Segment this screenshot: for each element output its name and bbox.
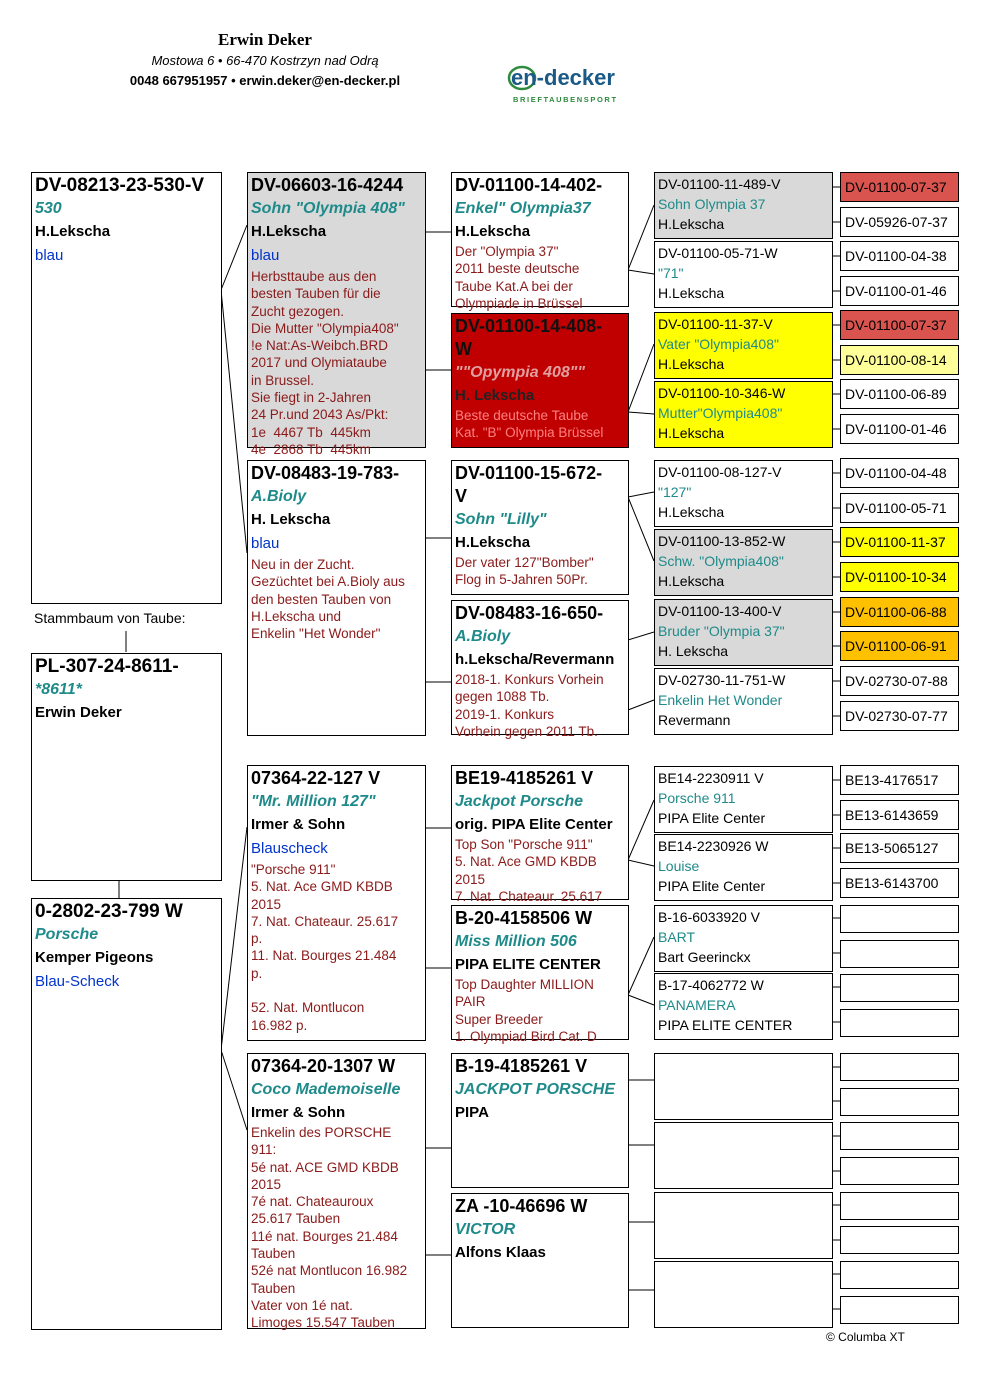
ancestor-card-gen4[interactable] [654, 599, 833, 666]
great-grandparent-card[interactable] [451, 600, 629, 739]
great-grandparent-card[interactable] [451, 905, 629, 1044]
ancestor-card-gen5[interactable] [840, 1009, 959, 1037]
ancestor-card-gen5[interactable] [840, 1192, 959, 1220]
breeder: H. Lekscha [251, 511, 331, 528]
ancestor-card-gen5[interactable]: DV-02730-07-77 [840, 701, 959, 731]
ring-number: DV-01100-11-489-V [658, 176, 781, 192]
ancestor-card-gen4[interactable] [654, 241, 833, 308]
ring-number: 0-2802-23-799 W [35, 901, 183, 922]
pigeon-name: Sohn Olympia 37 [658, 196, 766, 212]
ring-number: BE14-2230926 W [658, 838, 769, 854]
ancestor-card-gen4[interactable] [654, 905, 833, 972]
ancestor-card-gen4[interactable] [654, 766, 833, 833]
ancestor-card-gen5[interactable]: DV-01100-06-89 [840, 379, 959, 409]
stammbaum-label: Stammbaum von Taube: [34, 610, 186, 626]
ancestor-card-gen4[interactable] [654, 1122, 833, 1189]
ancestor-card-gen5[interactable] [840, 1296, 959, 1324]
ancestor-card-gen5[interactable]: DV-05926-07-37 [840, 207, 959, 237]
pigeon-name: BART [658, 929, 696, 945]
pigeon-name: PANAMERA [658, 997, 736, 1013]
ancestor-card-gen5[interactable]: DV-01100-06-91 [840, 631, 959, 661]
ancestor-card-gen4[interactable] [654, 460, 833, 527]
ancestor-card-gen5[interactable]: DV-01100-04-48 [840, 458, 959, 488]
breeder: Erwin Deker [35, 704, 122, 721]
pedigree-notes: Der vater 127"Bomber" Flog in 5-Jahren 50Pr. [455, 555, 594, 588]
ring-number: DV-01100-11-37-V [658, 316, 773, 332]
ring-number: DV-01100-05-71-W [658, 245, 778, 261]
breeder: H. Lekscha [455, 387, 535, 404]
breeder: H. Lekscha [658, 643, 729, 659]
ring-number: DV-08483-19-783- [251, 463, 400, 483]
grandparent-card[interactable] [247, 1053, 426, 1329]
ring-number: DV-08213-23-530-V [35, 175, 204, 196]
breeder: Irmer & Sohn [251, 1104, 346, 1121]
plumage-color: blau [35, 247, 64, 264]
pigeon-name: Porsche 911 [658, 790, 736, 806]
ring-number: 07364-20-1307 W [251, 1056, 396, 1076]
breeder: PIPA [455, 1104, 489, 1121]
pigeon-name: Porsche [35, 926, 99, 943]
ring-number: DV-01100-08-127-V [658, 464, 782, 480]
breeder: H.Lekscha [658, 573, 725, 589]
ancestor-card-gen5[interactable] [840, 1261, 959, 1289]
sire-card[interactable] [31, 172, 222, 604]
pigeon-name: "71" [658, 265, 684, 281]
pigeon-name: "Mr. Million 127" [251, 793, 376, 810]
pigeon-name: Schw. "Olympia408" [658, 553, 784, 569]
ancestor-card-gen5[interactable] [840, 1088, 959, 1116]
ring-number: DV-02730-11-751-W [658, 672, 786, 688]
breeder: Alfons Klaas [455, 1244, 546, 1261]
ancestor-card-gen5[interactable]: DV-02730-07-88 [840, 666, 959, 696]
ring-number: B-19-4185261 V [455, 1056, 588, 1076]
pedigree-notes: Top Daughter MILLION PAIR Super Breeder 1. Olympiad Bird Cat. D [455, 977, 597, 1044]
dam-card[interactable] [31, 898, 222, 1330]
ring-number: B-17-4062772 W [658, 977, 764, 993]
pigeon-name: 530 [35, 200, 62, 217]
ring-number: DV-08483-16-650- [455, 603, 604, 623]
great-grandparent-card[interactable] [451, 313, 629, 448]
pedigree-notes: Top Son "Porsche 911" 5. Nat. Ace GMD KBDB 2015 7. Nat. Chateaur. 25.617 [455, 837, 603, 904]
ring-number: B-20-4158506 W [455, 908, 593, 928]
plumage-color: blau [251, 535, 280, 552]
pigeon-name: A.Bioly [455, 628, 511, 645]
ring-number: DV-01100-10-346-W [658, 385, 786, 401]
breeder-contact: 0048 667951957 • erwin.deker@en-decker.pl [129, 73, 401, 88]
pedigree-notes: Neu in der Zucht. Gezüchtet bei A.Bioly aus den besten Tauben von H.Lekscha und Enkelin "Het Wonder" [251, 557, 405, 642]
ancestor-card-gen5[interactable]: BE13-6143659 [840, 800, 959, 830]
ancestor-card-gen5[interactable]: DV-01100-08-14 [840, 345, 959, 375]
breeder: PIPA ELITE CENTER [455, 956, 601, 973]
ring-number: BE19-4185261 V [455, 768, 594, 788]
ring-number: B-16-6033920 V [658, 909, 760, 925]
ring-number: DV-01100-13-852-W [658, 533, 786, 549]
great-grandparent-card[interactable] [451, 1053, 629, 1188]
breeder: H.Lekscha [658, 356, 725, 372]
pigeon-name: Jackpot Porsche [455, 793, 584, 810]
ancestor-card-gen5[interactable] [840, 1053, 959, 1081]
ancestor-card-gen5[interactable] [840, 940, 959, 968]
ring-number: BE14-2230911 V [658, 770, 764, 786]
breeder: h.Lekscha/Revermann [455, 651, 615, 668]
pedigree-notes: Beste deutsche Taube Kat. "B" Olympia Brüssel [455, 408, 604, 441]
ancestor-card-gen5[interactable] [840, 1122, 959, 1150]
ancestor-card-gen4[interactable] [654, 1192, 833, 1259]
ring-number: PL-307-24-8611- [35, 656, 179, 677]
pigeon-name: A.Bioly [251, 488, 307, 505]
plumage-color: Blauscheck [251, 840, 328, 857]
grandparent-card[interactable] [247, 172, 426, 457]
ring-number: DV-01100-15-672- V [455, 463, 603, 506]
ancestor-card-gen5[interactable]: DV-01100-06-88 [840, 597, 959, 627]
breeder: H.Lekscha [658, 425, 725, 441]
breeder: H.Lekscha [251, 223, 327, 240]
grandparent-card[interactable] [247, 765, 426, 1041]
breeder: PIPA Elite Center [658, 810, 766, 826]
grandparent-card[interactable] [247, 460, 426, 736]
breeder: H.Lekscha [658, 504, 725, 520]
pigeon-name: Vater "Olympia408" [658, 336, 779, 352]
ancestor-card-gen5[interactable] [840, 974, 959, 1002]
pigeon-name: Sohn "Olympia 408" [251, 200, 405, 217]
breeder: H.Lekscha [658, 216, 725, 232]
pigeon-name: Mutter"Olympia408" [658, 405, 783, 421]
ancestor-card-gen5[interactable]: BE13-4176517 [840, 765, 959, 795]
breeder: PIPA ELITE CENTER [658, 1017, 793, 1033]
ancestor-card-gen5[interactable]: DV-01100-01-46 [840, 276, 959, 306]
plumage-color: Blau-Scheck [35, 973, 120, 990]
great-grandparent-card[interactable] [451, 765, 629, 904]
ancestor-card-gen5[interactable] [840, 1226, 959, 1254]
ancestor-card-gen5[interactable]: DV-01100-01-46 [840, 414, 959, 444]
pigeon-name: VICTOR [455, 1221, 516, 1238]
ancestor-card-gen4[interactable] [654, 1053, 833, 1120]
logo-text: en-decker [511, 65, 615, 90]
pedigree-notes: Der "Olympia 37" 2011 beste deutsche Taube Kat.A bei der Olympiade in Brüssel [455, 244, 583, 311]
breeder: Kemper Pigeons [35, 949, 154, 966]
breeder: H.Lekscha [35, 223, 111, 240]
ancestor-card-gen4[interactable] [654, 529, 833, 596]
ring-number: DV-01100-14-402- [455, 175, 603, 195]
ancestor-card-gen4[interactable] [654, 834, 833, 901]
pigeon-name: Coco Mademoiselle [251, 1081, 401, 1098]
breeder: H.Lekscha [455, 223, 531, 240]
breeder: orig. PIPA Elite Center [455, 816, 613, 833]
pigeon-name: Sohn "Lilly" [455, 511, 547, 528]
ancestor-card-gen4[interactable] [654, 312, 833, 379]
ring-number: 07364-22-127 V [251, 768, 381, 788]
pedigree-notes: "Porsche 911" 5. Nat. Ace GMD KBDB 2015 7. Nat. Chateaur. 25.617 p. 11. Nat. Bourges 21.484 p. 52. Nat. Montlucon 16.982 p. [251, 862, 399, 1033]
ancestor-card-gen5[interactable]: DV-01100-10-34 [840, 562, 959, 592]
breeder: H.Lekscha [455, 534, 531, 551]
pedigree-notes: 2018-1. Konkurs Vorhein gegen 1088 Tb. 2019-1. Konkurs Vorhein gegen 2011 Tb. [455, 672, 604, 739]
ancestor-card-gen4[interactable] [654, 1261, 833, 1328]
ancestor-card-gen4[interactable] [654, 668, 833, 735]
breeder: PIPA Elite Center [658, 878, 766, 894]
ring-number: ZA -10-46696 W [455, 1196, 588, 1216]
ring-number: DV-01100-14-408- W [455, 316, 603, 359]
logo-subtitle: BRIEFTAUBENSPORT [513, 95, 618, 104]
ancestor-card-gen5[interactable]: DV-01100-04-38 [840, 241, 959, 271]
pedigree-notes: Herbsttaube aus den besten Tauben für die Zucht gezogen. Die Mutter "Olympia408" !e Nat:As-Weibch.BRD 2017 und Olymiataube in Brussel. Sie fiegt in 2-Jahren 24 Pr.und 2043 As/Pkt: 1e 4467 Tb 445km 4e 2868 Tb 445km [251, 269, 399, 457]
pigeon-name: ""Opympia 408"" [455, 364, 585, 381]
subject-card[interactable] [31, 653, 222, 881]
pigeon-name: Bruder "Olympia 37" [658, 623, 785, 639]
breeder: H.Lekscha [658, 285, 725, 301]
pigeon-name: JACKPOT PORSCHE [455, 1081, 616, 1098]
great-grandparent-card[interactable] [451, 172, 629, 311]
ancestor-card-gen5[interactable]: BE13-6143700 [840, 868, 959, 898]
ancestor-card-gen4[interactable] [654, 381, 833, 448]
breeder-name: Erwin Deker [218, 30, 312, 49]
pigeon-name: Miss Million 506 [455, 933, 577, 950]
great-grandparent-card[interactable] [451, 1193, 629, 1328]
ancestor-card-gen4[interactable] [654, 973, 833, 1040]
breeder-address: Mostowa 6 • 66-470 Kostrzyn nad Odrą [151, 53, 379, 68]
pigeon-name: *8611* [35, 681, 82, 698]
ring-number: DV-06603-16-4244 [251, 175, 404, 195]
ancestor-card-gen5[interactable]: DV-01100-07-37 [840, 172, 959, 202]
ancestor-card-gen5[interactable]: BE13-5065127 [840, 833, 959, 863]
ancestor-card-gen5[interactable]: DV-01100-05-71 [840, 493, 959, 523]
pedigree-notes: Enkelin des PORSCHE 911: 5é nat. ACE GMD KBDB 2015 7é nat. Chateauroux 25.617 Tauben 11é nat. Bourges 21.484 Tauben 52é nat Montlucon 16.982 Tauben Vater von 1é nat. Limoges 15.547 Tauben [251, 1125, 408, 1331]
plumage-color: blau [251, 247, 280, 264]
ancestor-card-gen5[interactable] [840, 1157, 959, 1185]
pigeon-name: "127" [658, 484, 692, 500]
breeder: Revermann [658, 712, 731, 728]
pigeon-name: Louise [658, 858, 700, 874]
ancestor-card-gen5[interactable]: DV-01100-11-37 [840, 527, 959, 557]
ring-number: DV-01100-13-400-V [658, 603, 782, 619]
pigeon-name: Enkel" Olympia37 [455, 200, 591, 217]
ancestor-card-gen4[interactable] [654, 172, 833, 239]
breeder: Bart Geerinckx [658, 949, 751, 965]
copyright-footer: © Columba XT [826, 1330, 905, 1344]
breeder: Irmer & Sohn [251, 816, 346, 833]
great-grandparent-card[interactable] [451, 460, 629, 595]
ancestor-card-gen5[interactable]: DV-01100-07-37 [840, 310, 959, 340]
ancestor-card-gen5[interactable] [840, 905, 959, 933]
pigeon-name: Enkelin Het Wonder [658, 692, 783, 708]
